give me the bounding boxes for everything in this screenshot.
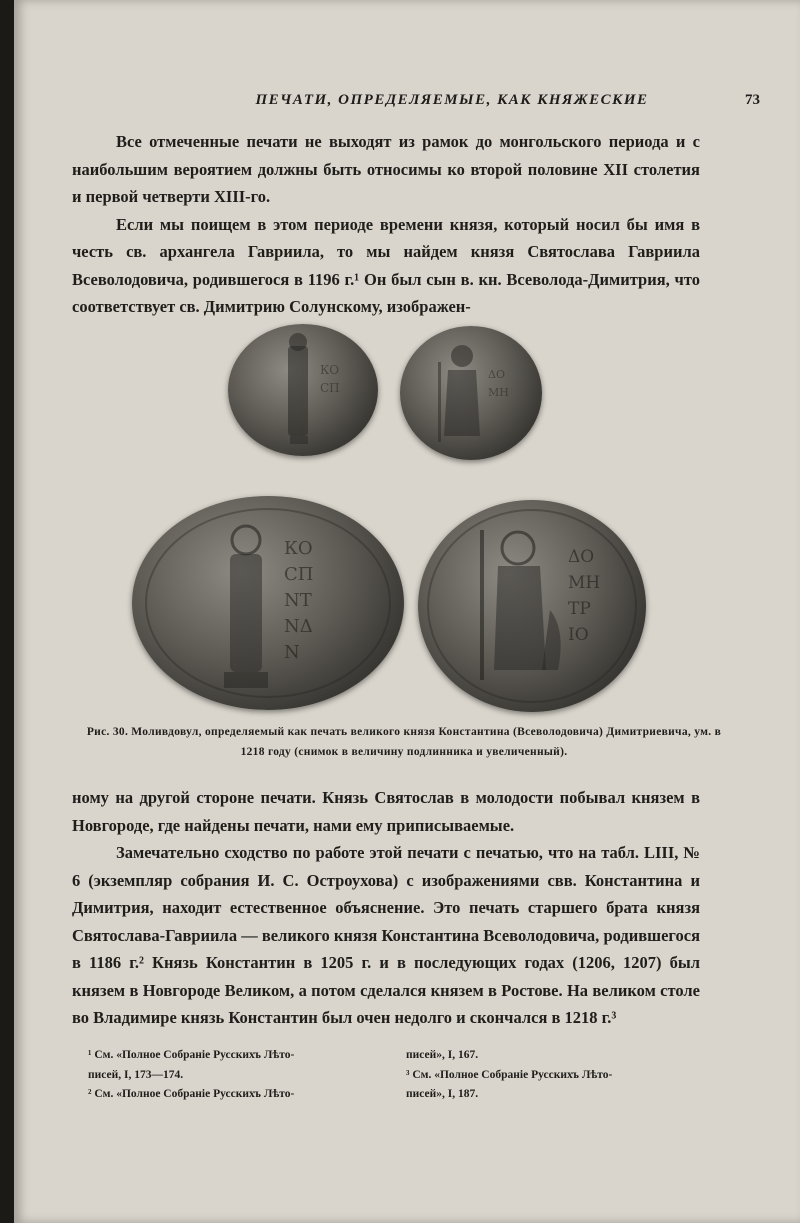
svg-text:ΔΟ: ΔΟ (488, 368, 505, 381)
seal-inscription: КО (284, 538, 313, 559)
footnote-3: ³ См. «Полное Собраніе Русскихъ Лѣто- (406, 1068, 613, 1081)
footnote-2-continued: писей», I, 167. (406, 1049, 479, 1061)
paragraph: ному на другой стороне печати. Князь Святослав в молодости побывал князем в Новгороде, где найдены печати, нами ему приписываемые. (72, 788, 700, 835)
svg-text:КО: КО (320, 363, 340, 377)
seal-small-right (400, 326, 542, 460)
seal-large-right (418, 500, 646, 712)
book-page (14, 0, 800, 1223)
footnotes-right-column (406, 1046, 706, 1105)
footnote-1-continued: писей, I, 173—174. (88, 1068, 184, 1081)
paragraph: Если мы поищем в этом периоде времени князя, который носил бы имя в честь св. архангела Гавриила, то мы найдем князя Святослава Гавриила Всеволодовича, родившегося в 1196 г.¹ Он был сын в. кн. Всеволода-Димитрия, что соответствует св. Димитрию Солунскому, изображен- (72, 214, 700, 316)
seal-inscription: ΔΟ (568, 547, 595, 567)
text-block-top (72, 128, 700, 321)
svg-text:СП: СП (320, 381, 340, 395)
seal-inscription: NT (284, 590, 312, 611)
paragraph: Все отмеченные печати не выходят из рамок до монгольского периода и с наибольшим вероятием должны быть относимы ко второй половине XII столетия и первой четверти XIII-го. (72, 132, 700, 206)
figure-caption: Рис. 30. Моливдовул, определяемый как печать великого князя Константина (Всеволодовича) Димитриевича, ум. в 1218 году (снимок в величину подлинника и увеличенный). (86, 726, 722, 758)
seal-small-left (228, 324, 378, 456)
seal-inscription: ΜΗ (568, 573, 601, 593)
text-block-bottom (72, 784, 700, 1032)
page-number: 73 (745, 92, 760, 108)
seal-large-left (132, 496, 404, 710)
seal-inscription: ΙΟ (568, 625, 589, 645)
footnote-3-continued: писей», I, 187. (406, 1088, 479, 1100)
footnotes-left-column (88, 1046, 388, 1105)
seal-inscription: N (284, 642, 300, 663)
seal-inscription: ΤΡ (568, 599, 591, 619)
seal-inscription: СП (284, 564, 314, 585)
svg-text:ΜΗ: ΜΗ (488, 386, 509, 399)
seal-inscription: NΔ (284, 616, 313, 637)
footnote-2: ² См. «Полное Собраніе Русскихъ Лѣто- (88, 1088, 295, 1100)
footnote-1: ¹ См. «Полное Собраніе Русскихъ Лѣто- (88, 1049, 295, 1061)
paragraph: Замечательно сходство по работе этой печати с печатью, что на табл. LIII, № 6 (экземпляр собрания И. С. Остроухова) с изображениями свв. Константина и Димитрия, находит естественное объяснение. Это печать старшего брата князя Святослава-Гавриила — великого князя Константина Всеволодовича, родившегося в 1186 г.² Князь Константин в 1205 г. и в последующих годах (1206, 1207) был князем в Новгороде Великом, а потом сделался князем в Ростове. На великом столе во Владимире князь Константин был очен недолго и скончался в 1218 г.³ (72, 843, 700, 1027)
running-header: ПЕЧАТИ, ОПРЕДЕЛЯЕМЫЕ, КАК КНЯЖЕСКИЕ (255, 92, 649, 108)
